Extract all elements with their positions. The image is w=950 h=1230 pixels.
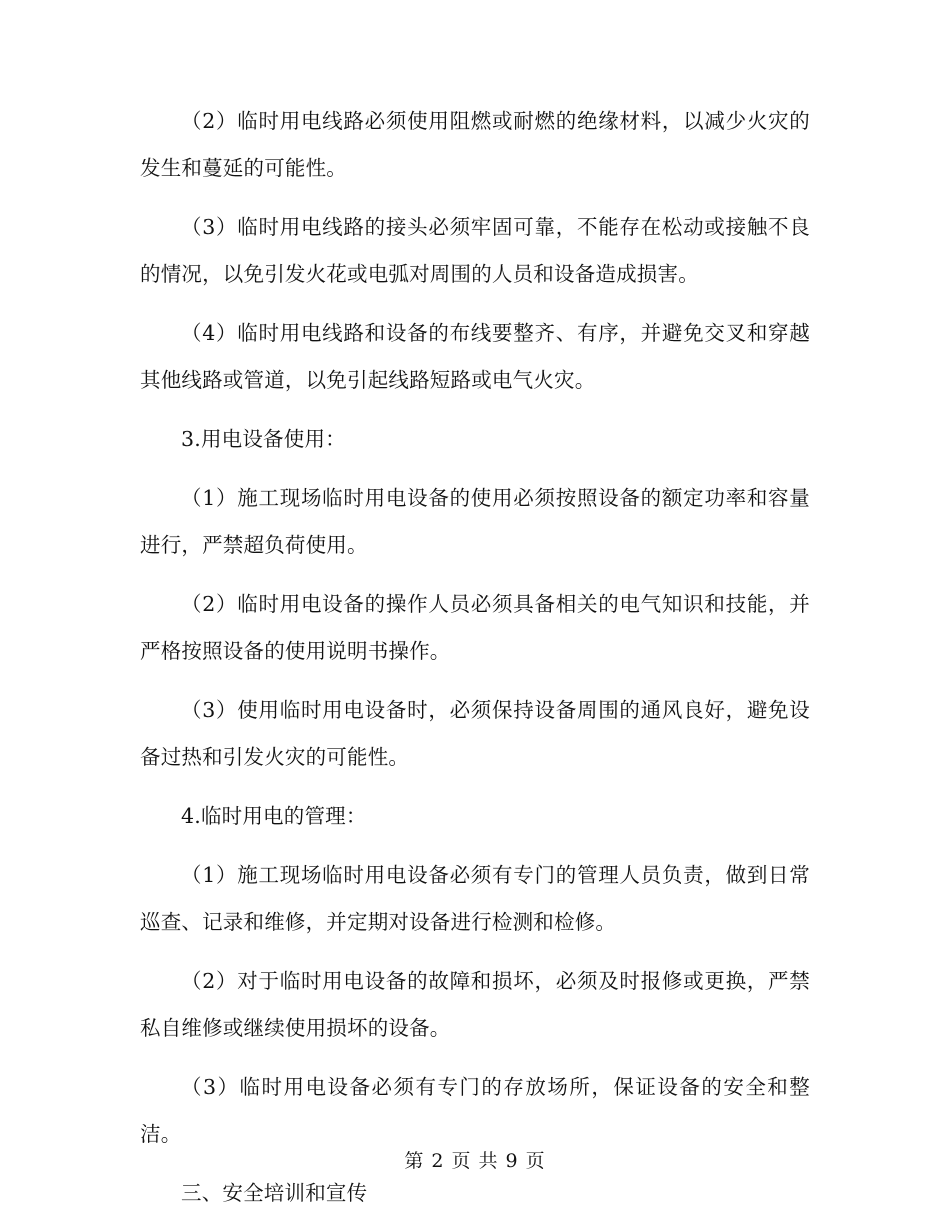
paragraph-rated-power: （1）施工现场临时用电设备的使用必须按照设备的额定功率和容量进行，严禁超负荷使用。 [140,486,810,557]
paragraph-ventilation: （3）使用临时用电设备时，必须保持设备周围的通风良好，避免设备过热和引发火灾的可能性。 [140,698,810,769]
paragraph-operator-skills: （2）临时用电设备的操作人员必须具备相关的电气知识和技能，并严格按照设备的使用说明书操作。 [140,592,810,663]
paragraph-line-joints: （3）临时用电线路的接头必须牢固可靠，不能存在松动或接触不良的情况，以免引发火花或电弧对周围的人员和设备造成损害。 [140,215,810,286]
paragraph-repair: （2）对于临时用电设备的故障和损坏，必须及时报修或更换，严禁私自维修或继续使用损坏的设备。 [140,969,810,1040]
page-number-footer: 第 2 页 共 9 页 [404,1150,546,1172]
paragraph-line-layout: （4）临时用电线路和设备的布线要整齐、有序，并避免交叉和穿越其他线路或管道，以免引起线路短路或电气火灾。 [140,321,810,392]
paragraph-storage: （3）临时用电设备必须有专门的存放场所，保证设备的安全和整洁。 [140,1075,810,1146]
heading-equipment-use: 3.用电设备使用： [181,427,346,451]
paragraph-inspection: （1）施工现场临时用电设备必须有专门的管理人员负责，做到日常巡查、记录和维修，并定期对设备进行检测和检修。 [140,863,810,934]
heading-management: 4.临时用电的管理： [181,804,367,828]
section-heading-training: 三、安全培训和宣传 [181,1181,368,1205]
document-body [140,98,810,1229]
paragraph-line-route-material: （2）临时用电线路必须使用阻燃或耐燃的绝缘材料，以减少火灾的发生和蔓延的可能性。 [140,109,810,180]
